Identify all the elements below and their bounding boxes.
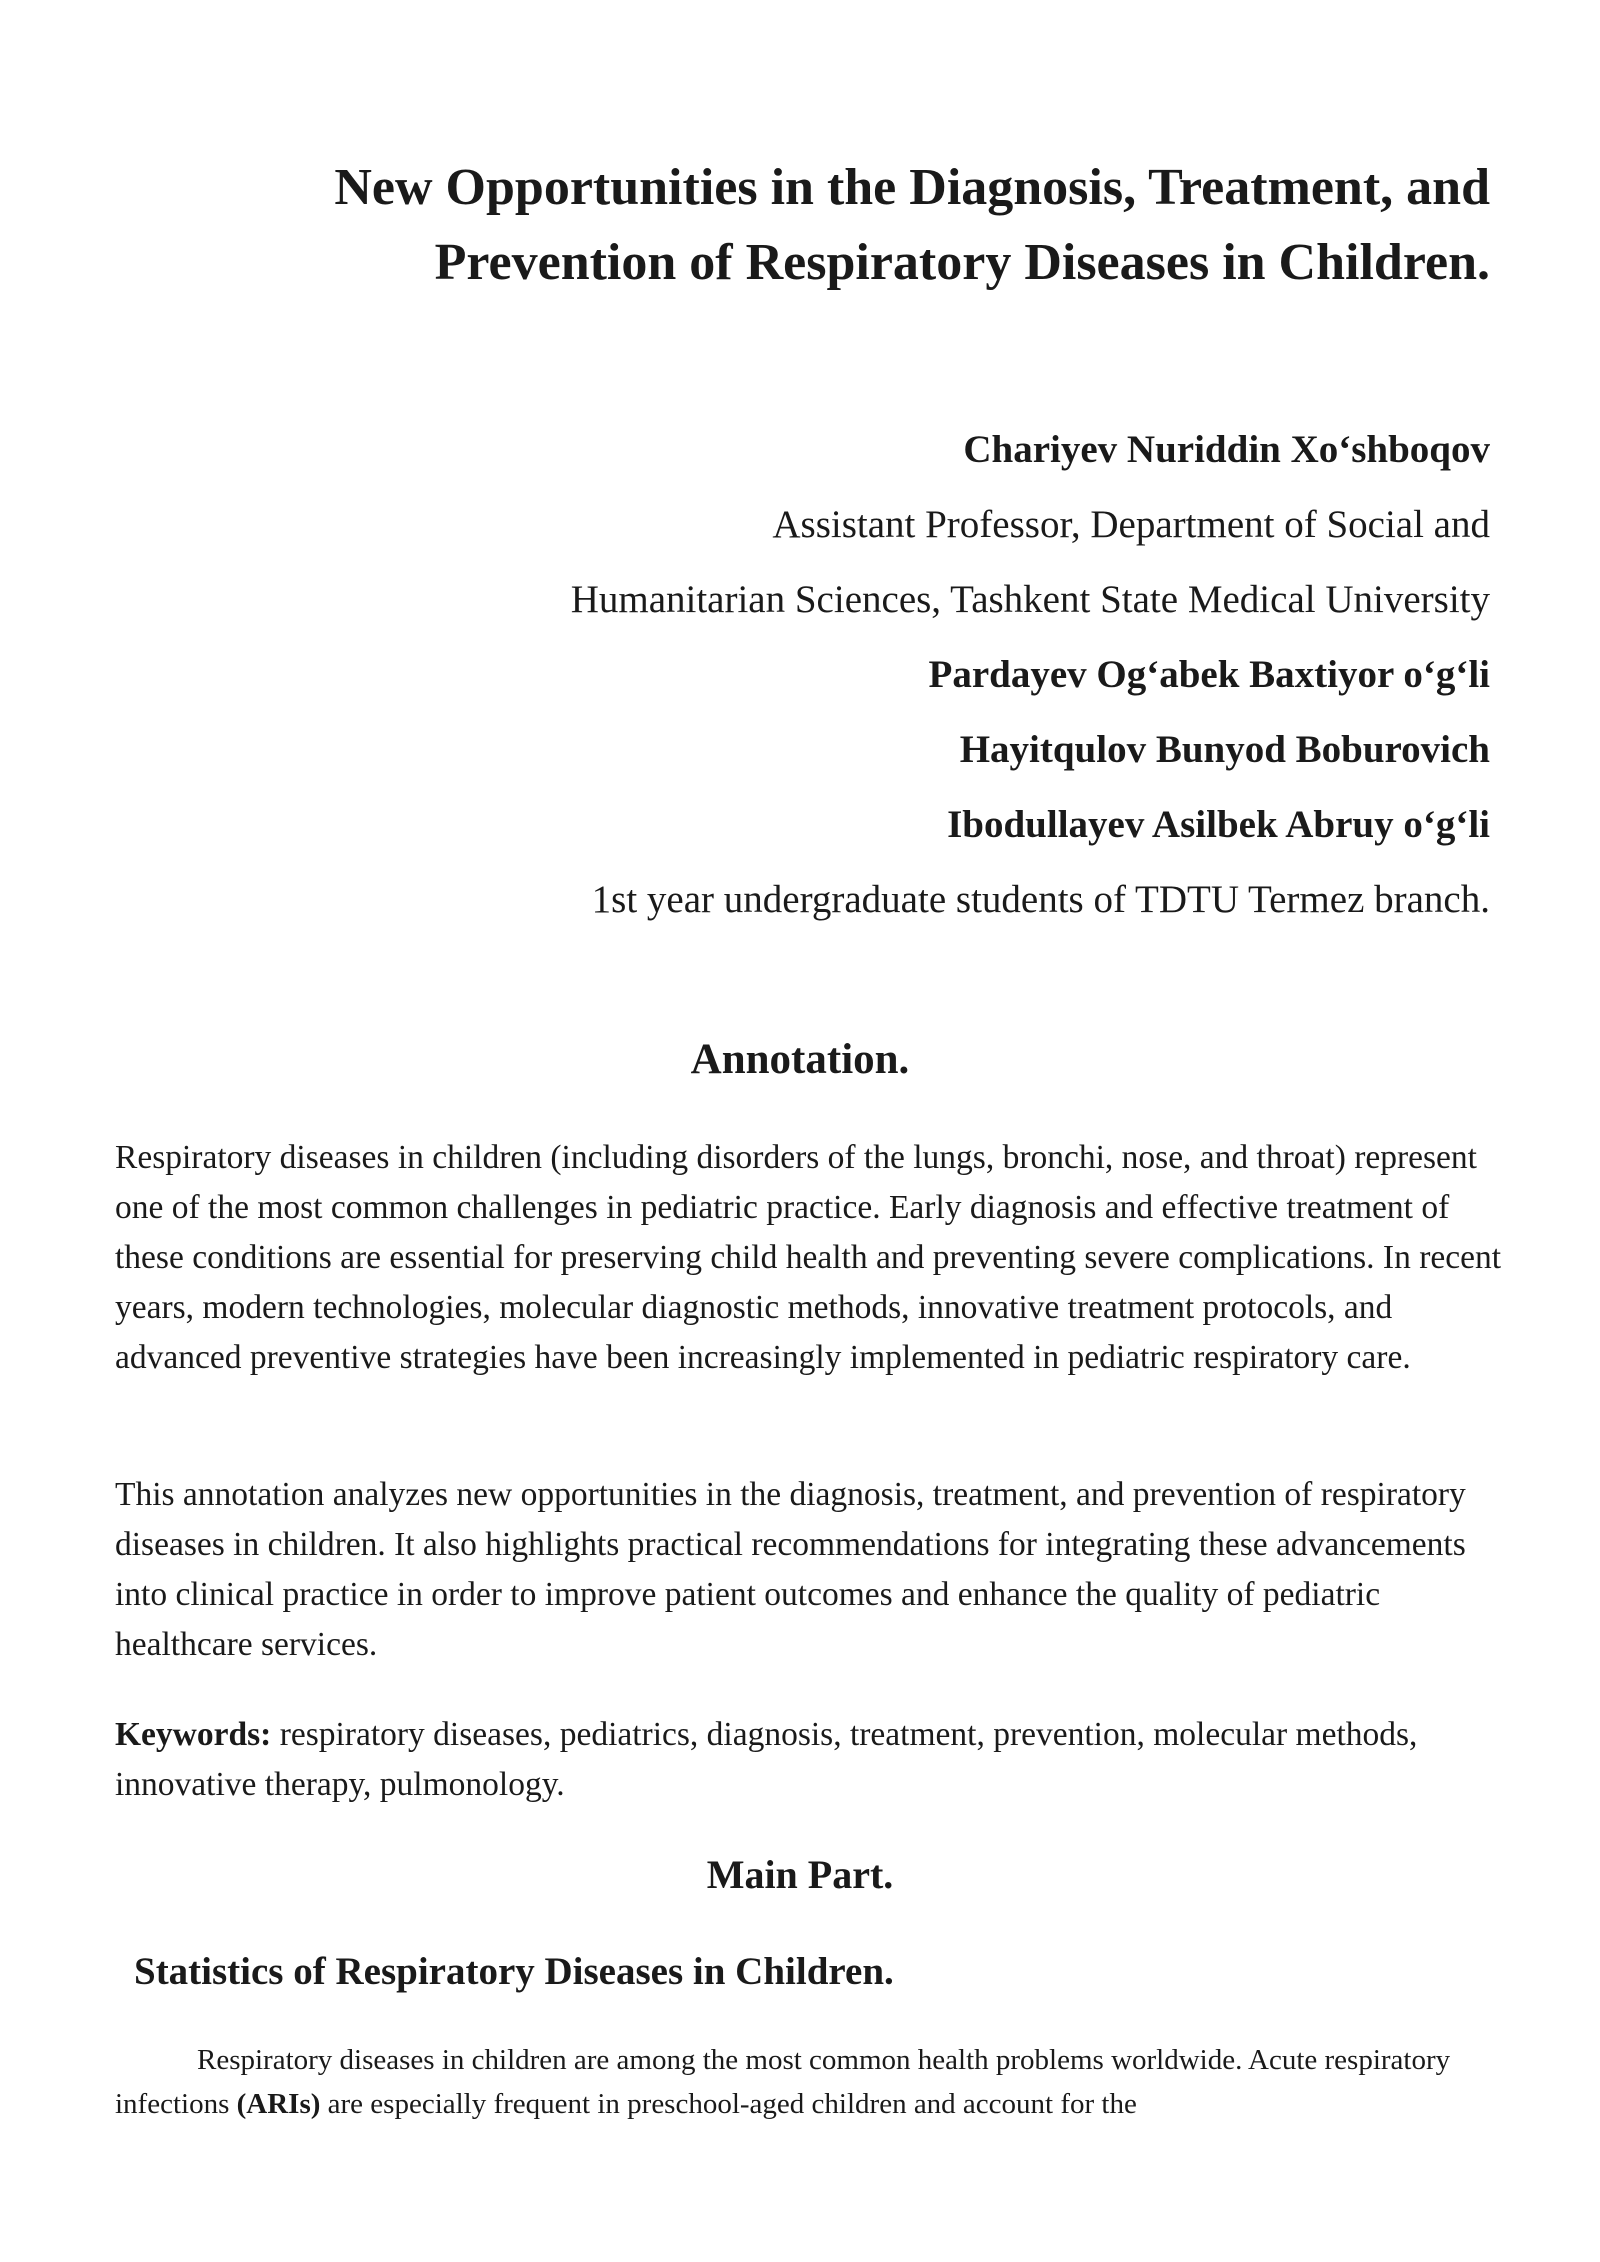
author-name-3: Hayitqulov Bunyod Boburovich <box>959 728 1490 771</box>
author-name-1: Chariyev Nuriddin Xo‘shboqov <box>963 428 1490 471</box>
keywords-label: Keywords: <box>115 1716 272 1753</box>
paper-title-line-1: New Opportunities in the Diagnosis, Treatment, and <box>334 159 1490 216</box>
annotation-heading: Annotation. <box>690 1036 910 1083</box>
author-name-2: Pardayev Og‘abek Baxtiyor o‘g‘li <box>928 653 1490 696</box>
body-text-abbreviation: (ARIs) <box>236 2088 321 2120</box>
author-block <box>300 412 1490 937</box>
author-name-4: Ibodullayev Asilbek Abruy o‘g‘li <box>947 803 1490 846</box>
section-heading-statistics: Statistics of Respiratory Diseases in Children. <box>134 1950 894 1993</box>
author-affiliation-line-1: Assistant Professor, Department of Social and <box>772 503 1490 546</box>
paper-title-line-2: Prevention of Respiratory Diseases in Children. <box>434 234 1490 291</box>
main-part-heading: Main Part. <box>706 1852 894 1897</box>
body-text-before: Respiratory diseases in children are among the most common health problems worldwide. Acute respiratory infections <box>115 2044 1451 2120</box>
students-affiliation: 1st year undergraduate students of TDTU Termez branch. <box>591 878 1490 921</box>
author-affiliation-line-2: Humanitarian Sciences, Tashkent State Medical University <box>570 578 1490 621</box>
keywords-paragraph <box>115 1710 1515 1810</box>
paper-title <box>140 150 1490 300</box>
body-paragraph <box>115 2038 1515 2126</box>
annotation-paragraph-2: This annotation analyzes new opportunities in the diagnosis, treatment, and prevention of respiratory diseases in children. It also highlights practical recommendations for integrating these advancements into clinical practice in order to improve patient outcomes and enhance the quality of pediatric healthcare services. <box>115 1476 1466 1663</box>
keywords-text: respiratory diseases, pediatrics, diagnosis, treatment, prevention, molecular methods, innovative therapy, pulmonology. <box>115 1716 1418 1803</box>
body-text-after: are especially frequent in preschool-aged children and account for the <box>320 2088 1137 2120</box>
annotation-paragraph-1: Respiratory diseases in children (including disorders of the lungs, bronchi, nose, and throat) represent one of the most common challenges in pediatric practice. Early diagnosis and effective treatment of these conditions are essential for preserving child health and preventing severe complications. In recent years, modern technologies, molecular diagnostic methods, innovative treatment protocols, and advanced preventive strategies have been increasingly implemented in pediatric respiratory care. <box>115 1139 1502 1376</box>
